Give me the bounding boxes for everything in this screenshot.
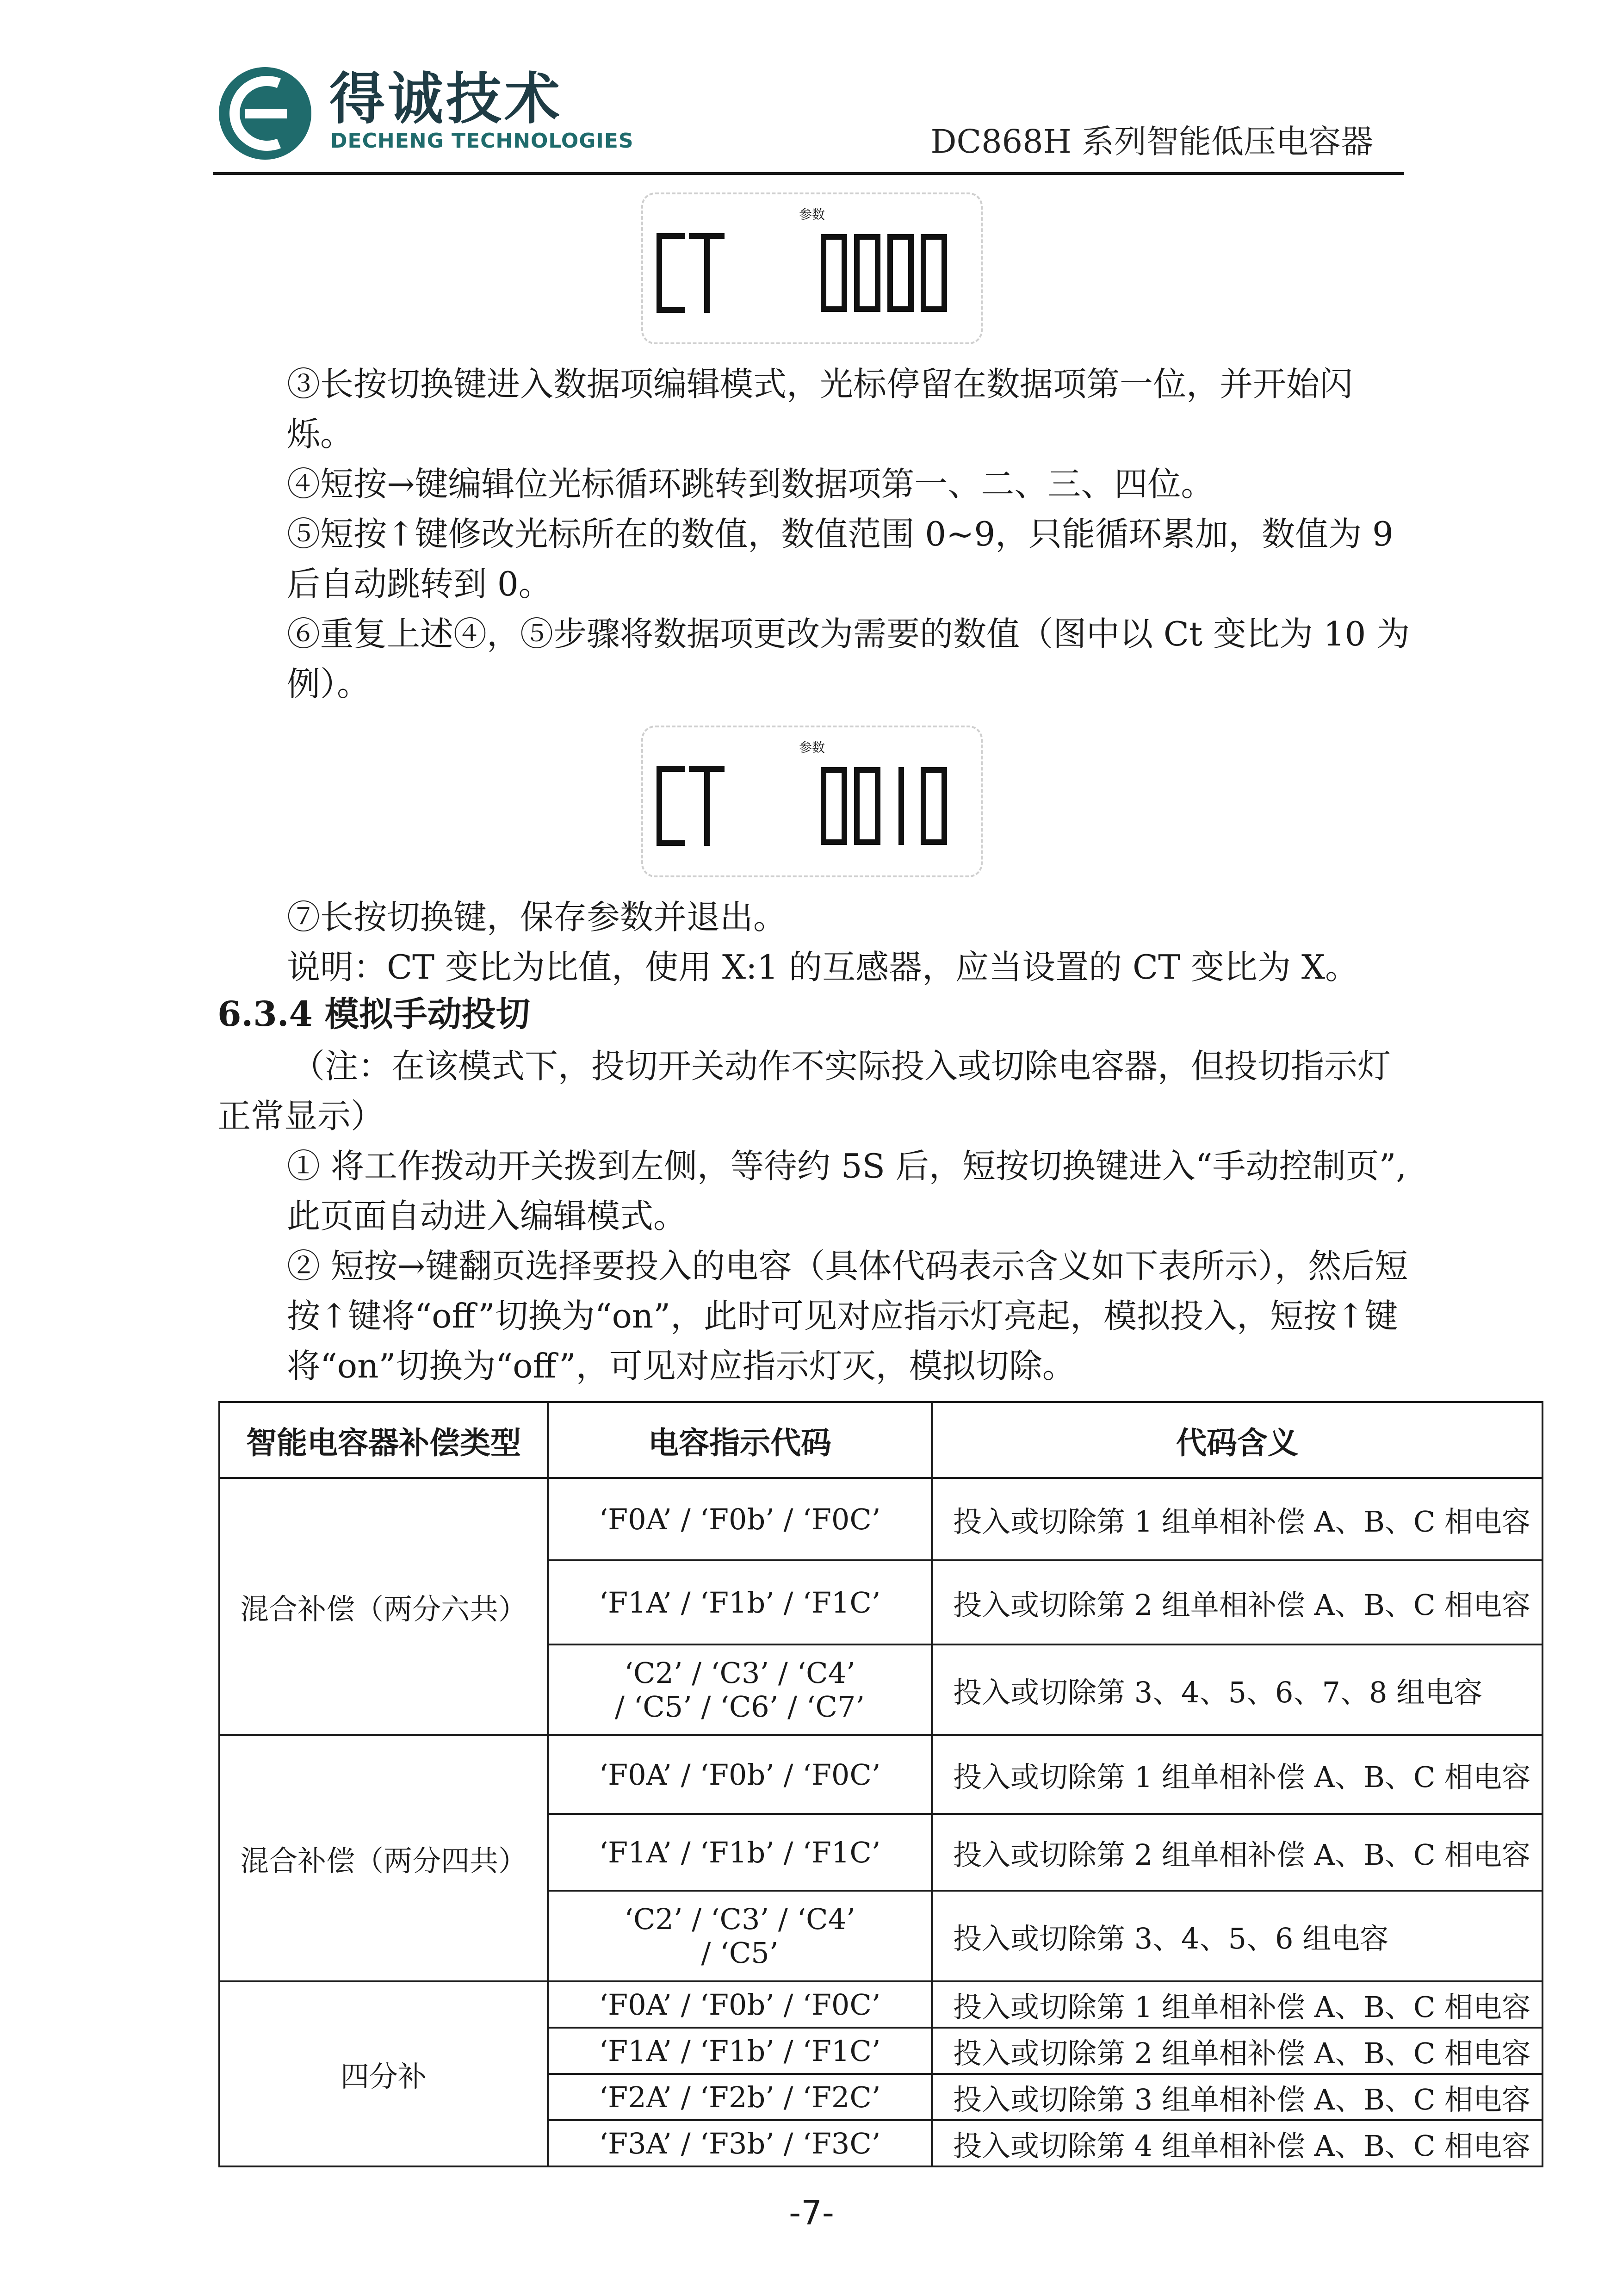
code-meaning: 投入或切除第 2 组单相补偿 A、B、C 相电容 bbox=[932, 1560, 1542, 1644]
compensation-type: 四分补 bbox=[219, 1981, 548, 2166]
indicator-code-line: / ‘C5’ bbox=[701, 1936, 779, 1970]
indicator-code: ‘F0A’ / ‘F0b’ / ‘F0C’ bbox=[548, 1981, 932, 2028]
brand-name-en: DECHENG TECHNOLOGIES bbox=[330, 129, 634, 153]
step-3: ③长按切换键进入数据项编辑模式，光标停留在数据项第一位，并开始闪烁。 bbox=[287, 365, 1353, 453]
indicator-code: ‘F2A’ / ‘F2b’ / ‘F2C’ bbox=[548, 2074, 932, 2120]
manual-step-1: ① 将工作拨动开关拨到左侧，等待约 5S 后，短按切换键进入“手动控制页”,此页面自动进入编辑模式。 bbox=[287, 1147, 1407, 1235]
code-meaning: 投入或切除第 2 组单相补偿 A、B、C 相电容 bbox=[932, 1814, 1542, 1891]
code-meaning: 投入或切除第 3、4、5、6、7、8 组电容 bbox=[932, 1644, 1542, 1735]
code-meaning: 投入或切除第 3、4、5、6 组电容 bbox=[932, 1891, 1542, 1981]
page-number: -7- bbox=[789, 2193, 834, 2232]
column-header: 代码含义 bbox=[932, 1402, 1542, 1478]
indicator-code-line: ‘C2’ / ‘C3’ / ‘C4’ bbox=[624, 1902, 855, 1936]
step-6: ⑥重复上述④，⑤步骤将数据项更改为需要的数值（图中以 Ct 变比为 10 为例）。 bbox=[287, 614, 1410, 703]
document-title: DC868H 系列智能低压电容器 bbox=[930, 123, 1373, 161]
indicator-code: ‘F1A’ / ‘F1b’ / ‘F1C’ bbox=[548, 2028, 932, 2074]
lcd-display-ct-0010 bbox=[641, 726, 983, 877]
indicator-code: ‘F3A’ / ‘F3b’ / ‘F3C’ bbox=[548, 2120, 932, 2166]
code-meaning: 投入或切除第 2 组单相补偿 A、B、C 相电容 bbox=[932, 2028, 1542, 2074]
section-heading: 6.3.4 模拟手动投切 bbox=[217, 994, 530, 1034]
indicator-code: ‘F1A’ / ‘F1b’ / ‘F1C’ bbox=[548, 1560, 932, 1644]
capacitor-code-table bbox=[218, 1401, 1543, 2167]
indicator-code: ‘F1A’ / ‘F1b’ / ‘F1C’ bbox=[548, 1814, 932, 1891]
code-meaning: 投入或切除第 1 组单相补偿 A、B、C 相电容 bbox=[932, 1981, 1542, 2028]
code-meaning: 投入或切除第 1 组单相补偿 A、B、C 相电容 bbox=[932, 1735, 1542, 1814]
decheng-logo-icon bbox=[217, 65, 314, 162]
ct-ratio-note: 说明：CT 变比为比值，使用 X:1 的互感器，应当设置的 CT 变比为 X。 bbox=[287, 948, 1359, 987]
code-meaning: 投入或切除第 4 组单相补偿 A、B、C 相电容 bbox=[932, 2120, 1542, 2166]
table-row bbox=[219, 1981, 1542, 2028]
indicator-code bbox=[548, 1891, 932, 1981]
brand-name-cn: 得诚技术 bbox=[329, 67, 563, 131]
lcd-label: 参数 bbox=[799, 740, 825, 755]
lcd-segments bbox=[643, 194, 981, 342]
indicator-code: ‘F0A’ / ‘F0b’ / ‘F0C’ bbox=[548, 1478, 932, 1560]
indicator-code: ‘F0A’ / ‘F0b’ / ‘F0C’ bbox=[548, 1735, 932, 1814]
indicator-code bbox=[548, 1644, 932, 1735]
lcd-label: 参数 bbox=[799, 207, 825, 222]
column-header: 智能电容器补偿类型 bbox=[219, 1402, 548, 1478]
compensation-type: 混合补偿（两分六共） bbox=[219, 1478, 548, 1735]
section-note: （注：在该模式下，投切开关动作不实际投入或切除电容器，但投切指示灯正常显示） bbox=[217, 1047, 1391, 1136]
indicator-code-line: ‘C2’ / ‘C3’ / ‘C4’ bbox=[624, 1656, 855, 1690]
table-row bbox=[219, 1478, 1542, 1560]
column-header: 电容指示代码 bbox=[548, 1402, 932, 1478]
step-5: ⑤短按↑键修改光标所在的数值，数值范围 0~9，只能循环累加，数值为 9 后自动跳转到 0。 bbox=[287, 515, 1394, 603]
code-meaning: 投入或切除第 1 组单相补偿 A、B、C 相电容 bbox=[932, 1478, 1542, 1560]
compensation-type: 混合补偿（两分四共） bbox=[219, 1735, 548, 1981]
indicator-code-line: / ‘C5’ / ‘C6’ / ‘C7’ bbox=[614, 1690, 865, 1724]
table-row bbox=[219, 1735, 1542, 1814]
lcd-display-ct-0000 bbox=[641, 192, 983, 344]
step-7: ⑦长按切换键，保存参数并退出。 bbox=[287, 898, 787, 937]
lcd-segments bbox=[643, 727, 981, 875]
code-meaning: 投入或切除第 3 组单相补偿 A、B、C 相电容 bbox=[932, 2074, 1542, 2120]
manual-step-2: ② 短按→键翻页选择要投入的电容（具体代码表示含义如下表所示），然后短按↑键将“off”切换为“on”，此时可见对应指示灯亮起，模拟投入，短按↑键将“on”切换为“off”，可见对应指示灯灭，模拟切除。 bbox=[287, 1247, 1408, 1385]
header-divider bbox=[213, 172, 1404, 175]
step-4: ④短按→键编辑位光标循环跳转到数据项第一、二、三、四位。 bbox=[287, 465, 1214, 503]
table-header-row bbox=[219, 1402, 1542, 1478]
